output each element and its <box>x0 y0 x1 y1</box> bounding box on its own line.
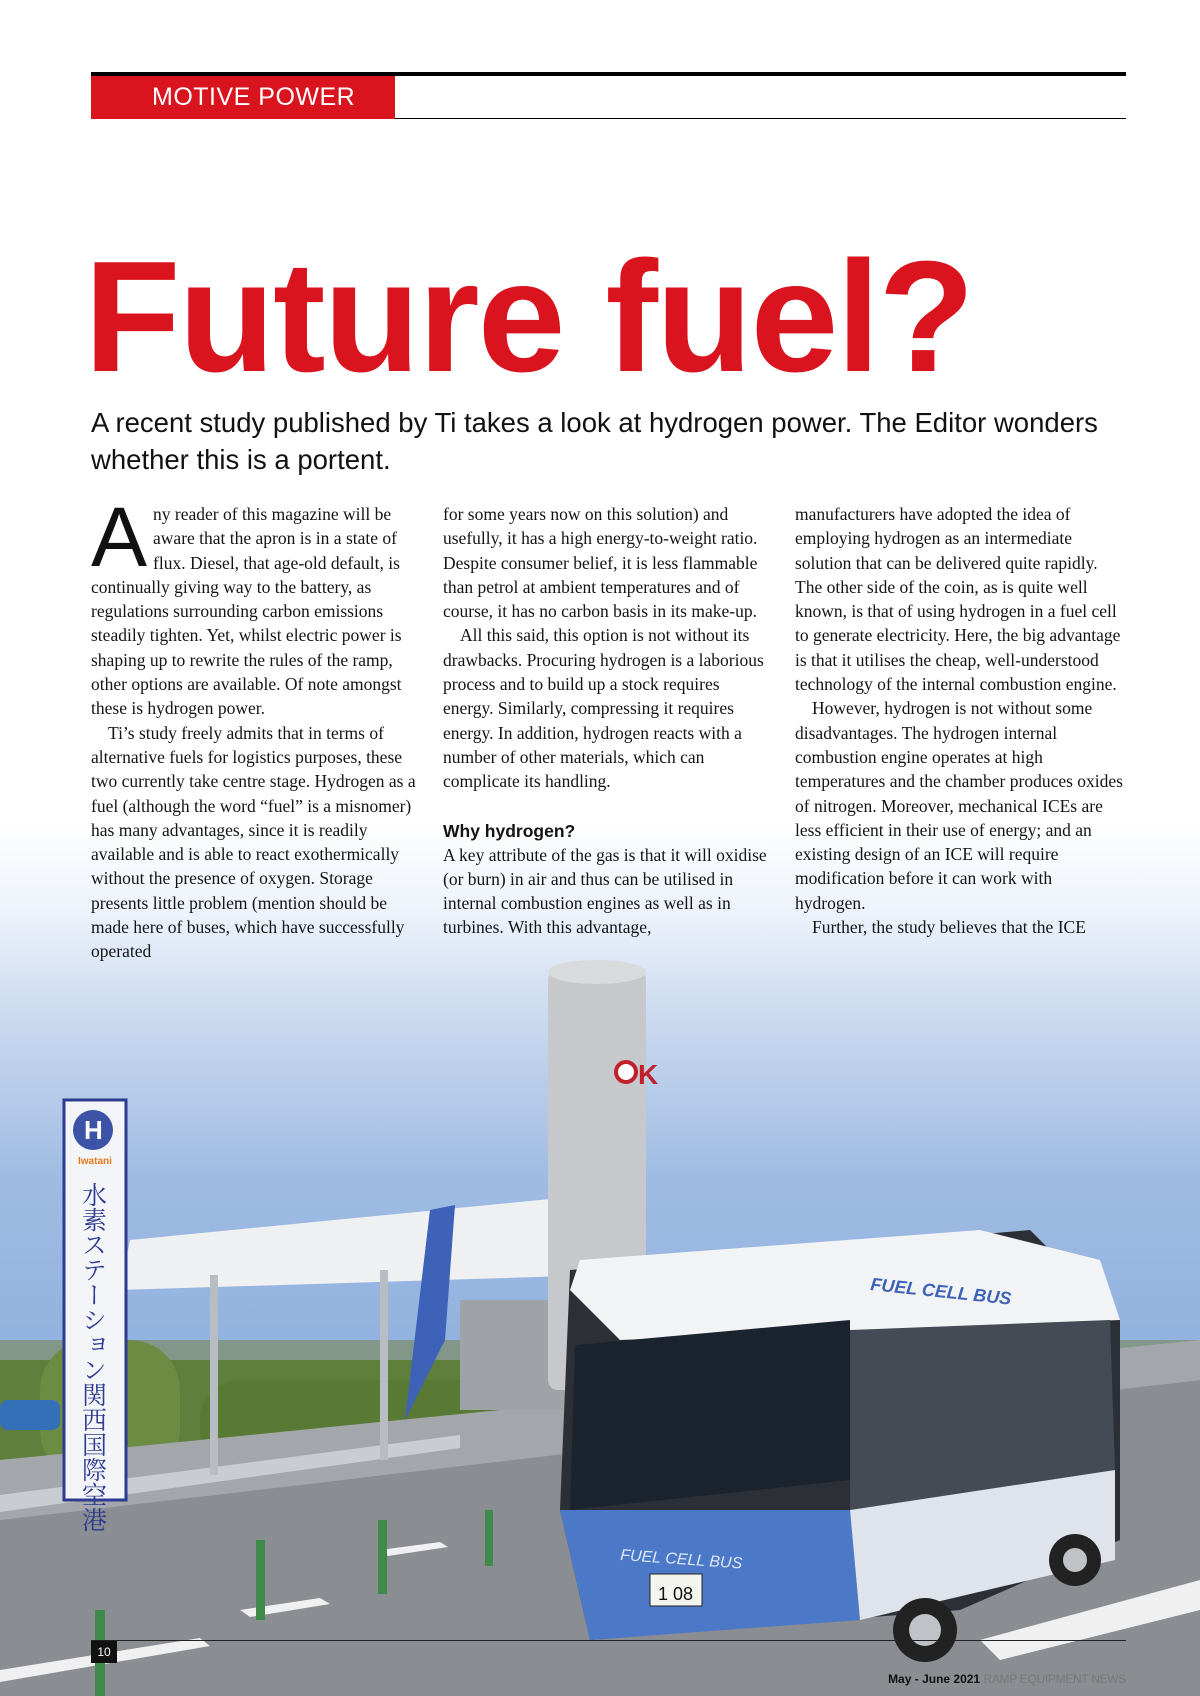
col2-paragraph-2: All this said, this option is not without its drawbacks. Procuring hydrogen is a laborious process and to build up a stock requires energy. Similarly, compressing it requires energy. In addition, hydrogen reacts with a number of other materials, which can complicate its handling. <box>443 625 764 792</box>
bus-front-text: FUEL CELL BUS <box>619 1547 743 1573</box>
parked-car <box>0 1400 60 1430</box>
bollard <box>378 1520 387 1594</box>
canopy-post <box>210 1275 218 1475</box>
canopy-post <box>380 1270 388 1460</box>
col3-paragraph-3: Further, the study believes that the ICE <box>812 917 1086 938</box>
bus-windshield <box>570 1320 850 1510</box>
col2-paragraph-1: for some years now on this solution) and usefully, it has a high energy-to-weight ratio. Despite consumer belief, it is less flammable than petrol at ambient temperatures and of course, it has no carbon basis in its make-up. <box>443 504 758 622</box>
bollard <box>256 1540 265 1620</box>
drop-cap: A <box>91 490 148 584</box>
bus-roof-text: FUEL CELL BUS <box>869 1274 1013 1309</box>
col3-paragraph-2: However, hydrogen is not without some disadvantages. The hydrogen internal combustion engine operates at high temperatures and the chamber produces oxides of nitrogen. Moreover, mechanical ICEs are less efficient in their use of energy; and an existing design of an ICE will require modification before it can work with hydrogen. <box>795 698 1123 913</box>
sign-brand: Iwatani <box>78 1156 112 1167</box>
issue-date: May - June 2021 <box>888 1672 981 1686</box>
section-tag-label: MOTIVE POWER <box>152 83 356 111</box>
body-column-1 <box>91 490 421 964</box>
standfirst: A recent study published by Ti takes a look at hydrogen power. The Editor wonders whether this is a portent. <box>91 407 1098 475</box>
tower-mark: K <box>638 1059 659 1090</box>
section-tag <box>91 76 395 119</box>
plate-number: 1 08 <box>658 1584 694 1604</box>
tower-top <box>548 960 646 984</box>
bollard <box>485 1510 493 1566</box>
publication-name: RAMP EQUIPMENT NEWS <box>983 1672 1126 1686</box>
sign-vertical-text: 水素ステーション関西国際空港 <box>78 1182 108 1532</box>
svg-text:H: H <box>84 1115 103 1145</box>
footer-rule <box>91 1640 1126 1641</box>
col2-paragraph-3: A key attribute of the gas is that it will oxidise (or burn) in air and thus can be utilised in internal combustion engines as well as in turbines. With this advantage, <box>443 844 767 938</box>
tower-logo <box>616 1062 636 1082</box>
page-number: 10 <box>91 1641 117 1663</box>
header-thin-rule <box>395 118 1126 119</box>
col1-paragraph-2: Ti’s study freely admits that in terms of alternative fuels for logistics purposes, these two currently take centre stage. Hydrogen as a fuel (although the word “fuel” is a misnomer) has many advantages, since it is readily available and is able to react exothermically without the presence of oxygen. Storage presents little problem (mention should be made here of buses, which have successfully operated <box>91 722 416 962</box>
footer-credit <box>888 1672 1126 1686</box>
body-column-3 <box>795 502 1125 939</box>
col3-paragraph-1: manufacturers have adopted the idea of employing hydrogen as an intermediate solution that can be delivered quite rapidly. The other side of the coin, as is quite well known, is that of using hydrogen in a fuel cell to generate electricity. Here, the big advantage is that it utilises the cheap, well-understood technology of the internal combustion engine. <box>795 504 1121 695</box>
subheading: Why hydrogen? <box>443 820 576 841</box>
body-column-2 <box>443 502 773 940</box>
bus-front-lower <box>560 1510 860 1640</box>
headline: Future fuel? <box>84 229 973 405</box>
col1-paragraph-1: Any reader of this magazine will be aware that the apron is in a state of flux. Diesel, that age-old default, is continually giving way to the battery, as regulations surrounding carbon emissions steadily tighten. Yet, whilst electric power is shaping up to rewrite the rules of the ramp, other options are available. Of note amongst these is hydrogen power. <box>91 490 402 719</box>
